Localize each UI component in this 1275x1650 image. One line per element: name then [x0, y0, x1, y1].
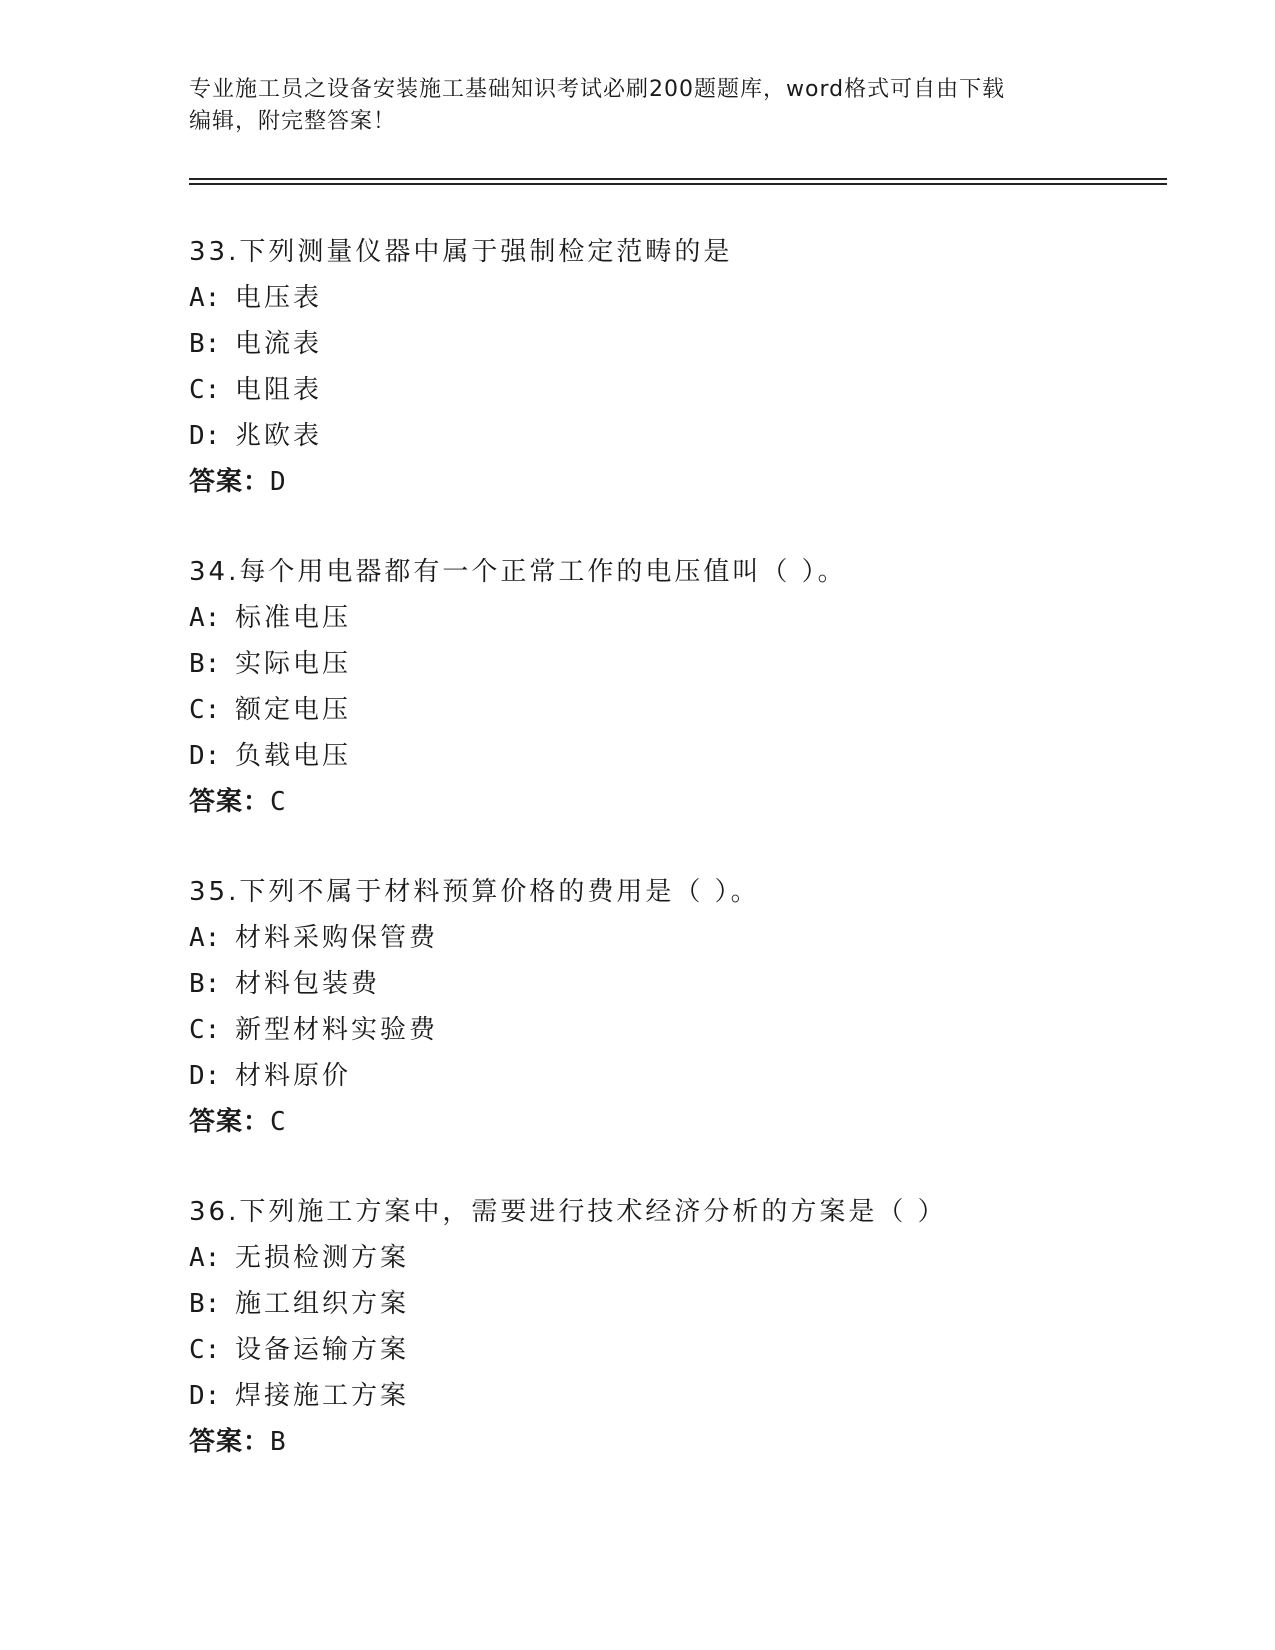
option-letter: B:: [189, 1289, 221, 1319]
document-header: [189, 74, 1089, 138]
answer-line: [189, 467, 1189, 513]
option-text: 负载电压: [235, 741, 352, 771]
option-letter: D:: [189, 1061, 221, 1091]
question-34: [189, 557, 1189, 833]
option-c: [189, 375, 1189, 421]
option-text: 电压表: [235, 283, 323, 313]
option-letter: C:: [189, 1335, 221, 1365]
option-text: 标准电压: [235, 603, 352, 633]
answer-label: 答案：: [189, 1427, 271, 1457]
option-c: [189, 1015, 1189, 1061]
option-letter: D:: [189, 1381, 221, 1411]
answer-value: B: [270, 1427, 287, 1457]
option-letter: D:: [189, 741, 221, 771]
option-d: [189, 1381, 1189, 1427]
answer-label: 答案：: [189, 467, 271, 497]
option-a: [189, 923, 1189, 969]
option-d: [189, 741, 1189, 787]
option-d: [189, 1061, 1189, 1107]
option-text: 兆欧表: [235, 421, 323, 451]
question-title: 35.下列不属于材料预算价格的费用是（ ）。: [189, 877, 760, 907]
option-text: 新型材料实验费: [235, 1015, 439, 1045]
option-text: 设备运输方案: [235, 1335, 410, 1365]
option-b: [189, 649, 1189, 695]
option-b: [189, 329, 1189, 375]
question-36: [189, 1197, 1189, 1473]
option-letter: A:: [189, 603, 221, 633]
question-title: 36.下列施工方案中，需要进行技术经济分析的方案是（ ）: [189, 1197, 947, 1227]
option-letter: A:: [189, 283, 221, 313]
answer-line: [189, 787, 1189, 833]
header-line-1: 专业施工员之设备安装施工基础知识考试必刷200题题库，word格式可自由下载: [189, 77, 1006, 102]
option-text: 无损检测方案: [235, 1243, 410, 1273]
option-a: [189, 603, 1189, 649]
option-a: [189, 283, 1189, 329]
option-text: 材料原价: [235, 1061, 352, 1091]
option-letter: B:: [189, 969, 221, 999]
option-letter: C:: [189, 695, 221, 725]
header-divider-bottom: [189, 183, 1167, 185]
option-text: 施工组织方案: [235, 1289, 410, 1319]
option-b: [189, 1289, 1189, 1335]
header-line-2: 编辑，附完整答案！: [189, 109, 397, 134]
option-b: [189, 969, 1189, 1015]
question-title: 34.每个用电器都有一个正常工作的电压值叫（ ）。: [189, 557, 847, 587]
option-d: [189, 421, 1189, 467]
answer-label: 答案：: [189, 1107, 271, 1137]
option-text: 实际电压: [235, 649, 352, 679]
option-letter: D:: [189, 421, 221, 451]
header-divider-top: [189, 178, 1167, 180]
option-text: 电流表: [235, 329, 323, 359]
option-text: 材料采购保管费: [235, 923, 439, 953]
option-letter: B:: [189, 329, 221, 359]
option-text: 焊接施工方案: [235, 1381, 410, 1411]
answer-value: C: [270, 1107, 287, 1137]
question-title: 33.下列测量仪器中属于强制检定范畴的是: [189, 237, 733, 267]
option-letter: A:: [189, 1243, 221, 1273]
option-c: [189, 1335, 1189, 1381]
option-letter: C:: [189, 1015, 221, 1045]
question-35: [189, 877, 1189, 1153]
answer-value: D: [270, 467, 287, 497]
answer-line: [189, 1427, 1189, 1473]
question-33: [189, 237, 1189, 513]
option-letter: B:: [189, 649, 221, 679]
answer-label: 答案：: [189, 787, 271, 817]
option-text: 材料包装费: [235, 969, 381, 999]
option-a: [189, 1243, 1189, 1289]
answer-line: [189, 1107, 1189, 1153]
answer-value: C: [270, 787, 287, 817]
option-letter: C:: [189, 375, 221, 405]
option-letter: A:: [189, 923, 221, 953]
option-text: 额定电压: [235, 695, 352, 725]
option-text: 电阻表: [235, 375, 323, 405]
option-c: [189, 695, 1189, 741]
